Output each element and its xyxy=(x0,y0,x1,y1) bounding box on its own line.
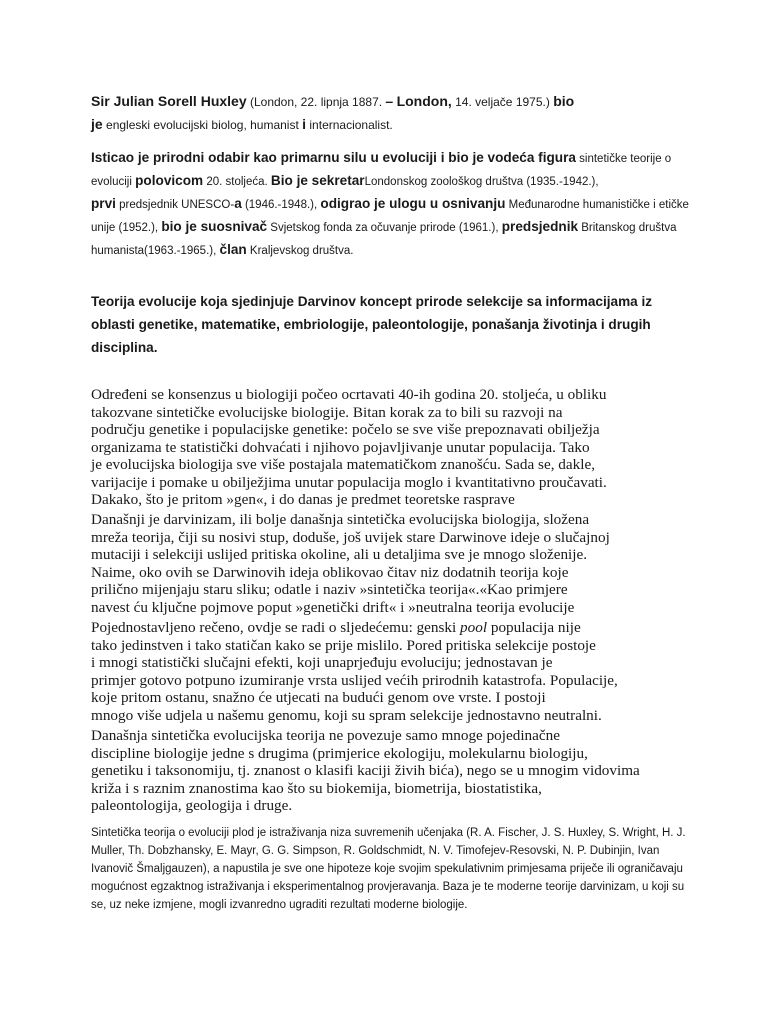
text-line: mreža teorija, čiji su nosivi stup, doduše, još uvijek stare Darwinove ideje o slučajnoj xyxy=(91,528,610,546)
achievement-text: odigrao je ulogu u osnivanju xyxy=(320,196,506,211)
death-city: London, xyxy=(396,93,452,109)
achievement-text: a xyxy=(234,196,242,211)
text-line: tako jedinstven i tako statičan kako se prije mislilo. Pored pritiska selekcije postoje xyxy=(91,636,596,654)
text-line: paleontologija, geologija i druge. xyxy=(91,797,293,814)
theory-heading: Teorija evolucije koja sjedinjuje Darvinov koncept prirode selekcije sa informacijama iz oblasti genetike, matematike, embriologije, paleontologije, ponašanja životinja i drugih disciplina. xyxy=(91,294,653,355)
text-line: Dakako, što je pritom »gen«, i do danas je predmet teoretske rasprave xyxy=(91,491,515,508)
achievement-text: prvi xyxy=(91,196,116,211)
line-text: populacija nije xyxy=(487,619,581,636)
text-line: Naime, oko ovih se Darwinovih ideja oblikovao čitav niz dodatnih teorija koje xyxy=(91,563,569,581)
achievement-text: sintetičke teorije o evoluciji xyxy=(91,153,672,188)
closing-paragraph: Sintetička teorija o evoluciji plod je istraživanja niza suvremenih učenjaka (R. A. Fischer, J. S. Huxley, S. Wright, H. J. Muller, Th. Dobzhansky, E. Mayr, G. G. Simpson, R. Goldschmidt, N. V. Timofejev-Resovski, N. P. Dubinjin, Ivan Ivanovič Šmaljgauzen), a napustila je sve one hipoteze koje svojim spekulativnim primjesama priječe ili ograničavaju mogućnost egzaktnog istraživanja i eksperimentalnog provjeravanja. Baza je te moderne teorije darvinizam, u koji su se, uz neke izmjene, mogli izvanredno ugraditi rezultati moderne biologije. xyxy=(91,827,686,911)
text-line: discipline biologije jedne s drugima (primjerice ekologiju, molekularnu biologiju, xyxy=(91,744,588,762)
description: engleski evolucijski biolog, humanist xyxy=(106,118,299,132)
achievement-text: predsjednik UNESCO- xyxy=(119,199,235,211)
text-line: Današnja sintetička evolucijska teorija ne povezuje samo mnoge pojedinačne xyxy=(91,727,560,744)
achievement-text: 20. stoljeća. xyxy=(206,176,268,188)
text-line xyxy=(91,619,691,637)
internationalist: internacionalist. xyxy=(309,118,393,132)
text-line: mutaciji i selekciji uslijed pritiska okoline, ali u detaljima sve je mnogo složenije. xyxy=(91,546,588,563)
achievement-text: polovicom xyxy=(135,173,204,188)
achievement-text: (1946.-1948.), xyxy=(244,199,318,211)
text-line: je evolucijska biologija sve više postajala matematičkom znanošću. Sada se, dakle, xyxy=(91,456,595,473)
conjunction-i: i xyxy=(302,116,307,132)
achievement-text: Britanskog društva humanista(1963.-1965.), xyxy=(91,222,677,257)
person-name: Sir Julian Sorell Huxley xyxy=(91,93,247,109)
text-line: Današnji je darvinizam, ili bolje današnja sintetička evolucijska biologija, složena xyxy=(91,511,590,528)
line-text: Pojednostavljeno rečeno, ovdje se radi o sljedećemu: genski xyxy=(91,619,461,636)
bio-word: bio xyxy=(553,93,575,109)
achievement-text: predsjednik xyxy=(501,219,579,234)
body-paragraph-2 xyxy=(91,511,691,616)
achievement-text: Svjetskog fonda za očuvanje prirode (1961.), xyxy=(270,222,499,234)
achievement-text: Isticao je prirodni odabir kao primarnu silu u evoluciji i bio je vodeća figura xyxy=(91,150,576,165)
birth-info: (London, 22. lipnja 1887. xyxy=(249,95,383,109)
text-line: prilično mijenjaju staru sliku; odatle i naziv »sintetička teorija«.«Kao primjere xyxy=(91,581,568,598)
achievement-text: Londonskog zoološkog društva (1935.-1942.), xyxy=(364,176,599,188)
text-line: genetiku i taksonomiju, tj. znanost o klasifi kaciji živih bića), nego se u mnogim vidovima xyxy=(91,762,640,779)
text-line: takozvane sintetičke evolucijske biologije. Bitan korak za to bili su razvoji na xyxy=(91,403,563,421)
intro-paragraph xyxy=(91,90,691,136)
date-dash: – xyxy=(385,93,394,109)
achievement-text: Međunarodne humanističke i etičke unije (1952.), xyxy=(91,199,689,234)
text-line: Određeni se konsenzus u biologiji počeo ocrtavati 40-ih godina 20. stoljeća, u obliku xyxy=(91,386,607,403)
text-line: mnogo više udjela u našemu genomu, koji su spram selekcije jednostavno neutralni. xyxy=(91,706,602,724)
body-paragraph-1 xyxy=(91,386,691,509)
je-word: je xyxy=(91,116,103,132)
achievement-text: član xyxy=(219,242,247,257)
death-date: 14. veljače 1975.) xyxy=(455,95,550,109)
achievement-text: Bio je sekretar xyxy=(270,173,365,188)
text-line: navest ću ključne pojmove poput »genetički drift« i »neutralna teorija evolucije xyxy=(91,598,575,616)
text-line: i mnogi statistički slučajni efekti, koji unaprjeđuju evoluciju; jednostavan je xyxy=(91,654,553,671)
text-line: križa i s raznim znanostima kao što su biokemija, biometrija, biostatistika, xyxy=(91,779,542,797)
achievement-text: bio je suosnivač xyxy=(161,219,268,234)
body-paragraph-4 xyxy=(91,727,691,815)
text-line: varijacije i pomake u obilježjima unutar populacija moglo i kvantitativno proučavati. xyxy=(91,473,607,491)
text-line: organizama te statistički dohvaćati i njihovo pojavljivanje unutar populacija. Tako xyxy=(91,438,590,456)
text-line: koje pritom ostanu, snažno će utjecati na budući genom ove vrste. I postoji xyxy=(91,689,546,706)
text-line: području genetike i populacijske genetike: počelo se sve više prepoznavati obilježja xyxy=(91,421,600,438)
text-line: primjer gotovo potpuno izumiranje vrsta uslijed većih prirodnih katastrofa. Populacije, xyxy=(91,671,618,689)
achievement-text: Kraljevskog društva. xyxy=(249,245,354,257)
achievements-paragraph xyxy=(91,147,691,262)
italic-term: pool xyxy=(460,619,488,636)
body-paragraph-3 xyxy=(91,619,691,724)
